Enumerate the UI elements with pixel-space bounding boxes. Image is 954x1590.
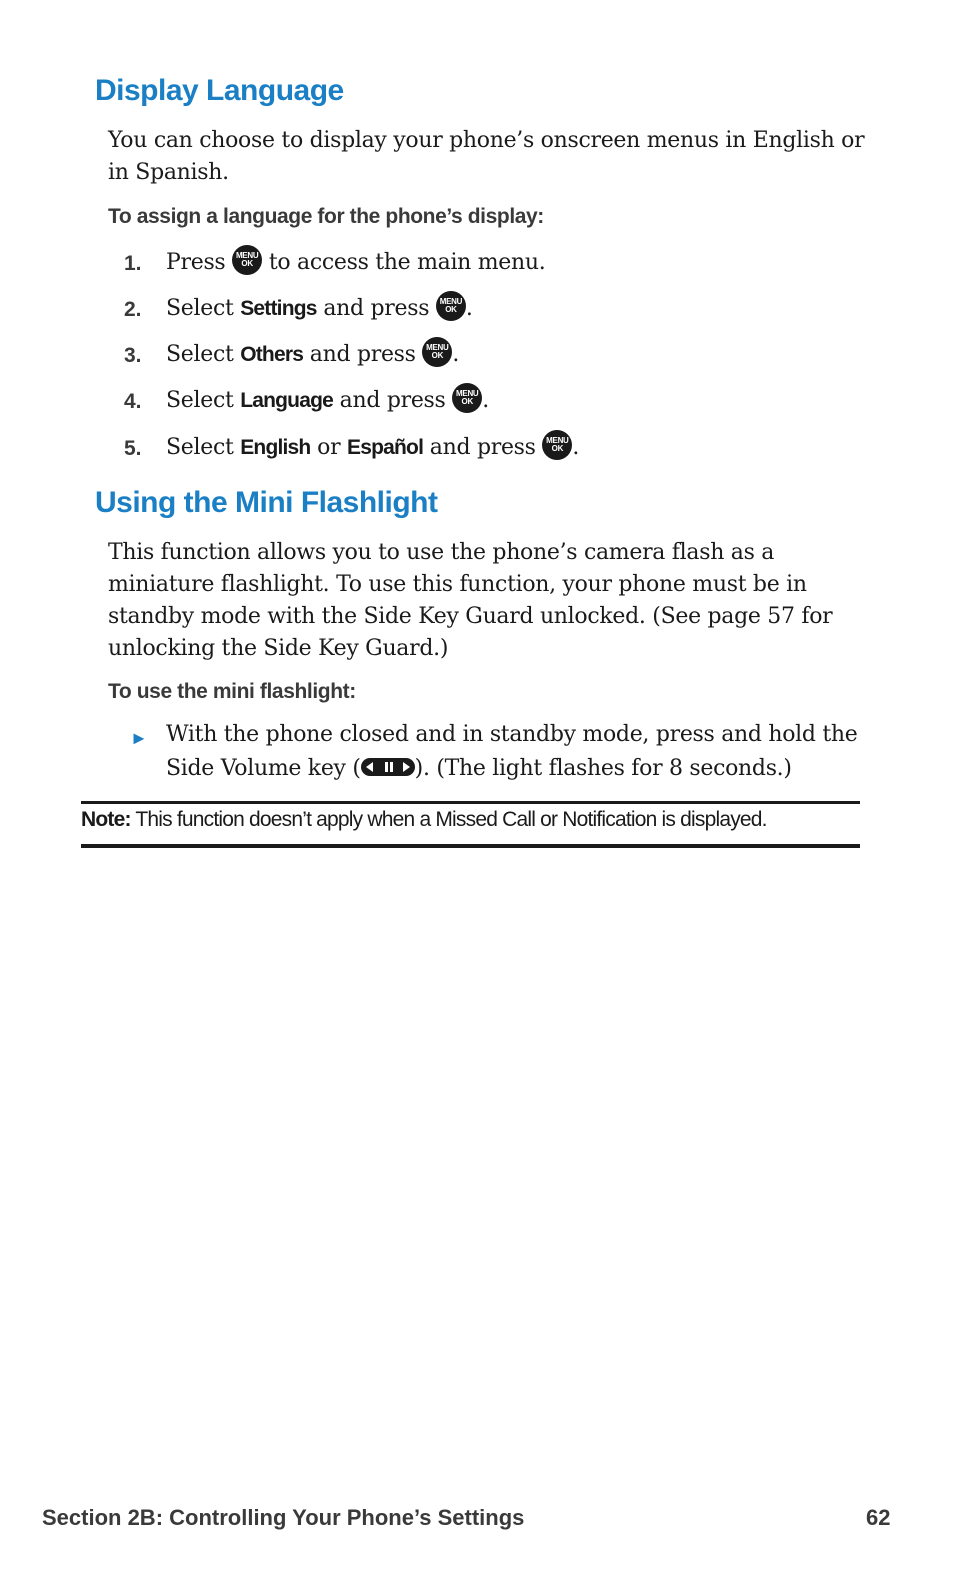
step-5: [0, 433, 954, 469]
menu-keyword-settings: Settings: [240, 297, 317, 320]
step-text: Select: [166, 342, 241, 367]
bullet-line-2-end: ). (The light flashes for 8 seconds.): [414, 756, 792, 781]
bullet-arrow-icon: ►: [130, 728, 148, 748]
step-text: Press: [166, 250, 233, 275]
step-2: [0, 294, 954, 330]
step-text: Select: [166, 296, 241, 321]
note: [81, 808, 860, 832]
section-heading-mini-flashlight: Using the Mini Flashlight: [95, 486, 438, 519]
step-number: 5.: [124, 437, 142, 460]
flashlight-subheading: To use the mini flashlight:: [108, 680, 356, 703]
menu-keyword-espanol: Español: [347, 436, 424, 459]
side-volume-key-icon: [361, 758, 415, 776]
menu-keyword-others: Others: [240, 343, 304, 366]
bullet-line-1: With the phone closed and in standby mode, press and hold the: [166, 722, 858, 747]
section-heading-display-language: Display Language: [95, 74, 344, 107]
step-text: and press: [316, 296, 436, 321]
display-language-intro: You can choose to display your phone’s onscreen menus in English or in Spanish.: [108, 128, 865, 185]
page-number: 62: [866, 1505, 891, 1530]
step-text: and press: [303, 342, 423, 367]
menu-ok-key-icon: MENU OK: [232, 245, 262, 275]
step-text: Select: [166, 388, 241, 413]
menu-keyword-english: English: [240, 436, 311, 459]
note-label: Note:: [81, 808, 131, 831]
flashlight-bullet: [0, 722, 954, 792]
note-top-rule: [81, 801, 860, 804]
step-text: .: [572, 435, 580, 460]
footer-section-title: Section 2B: Controlling Your Phone’s Settings: [42, 1505, 525, 1530]
note-bottom-rule: [81, 844, 860, 848]
step-3: [0, 340, 954, 376]
menu-keyword-language: Language: [240, 389, 333, 412]
step-text: Select: [166, 435, 241, 460]
menu-ok-key-icon: MENU OK: [422, 337, 452, 367]
step-number: 1.: [124, 252, 142, 275]
menu-ok-key-icon: MENU OK: [542, 430, 572, 460]
bullet-line-2-start: Side Volume key (: [166, 756, 361, 781]
step-1: [0, 248, 954, 284]
flashlight-intro: This function allows you to use the phone’s camera flash as a miniature flashlight. To use this function, your phone must be in standby mode with the Side Key Guard unlocked. (See page 57 for unlocking the Side Key Guard.): [108, 540, 833, 661]
step-text: or: [310, 435, 348, 460]
menu-ok-key-icon: MENU OK: [436, 291, 466, 321]
step-text: .: [465, 296, 473, 321]
step-text: .: [482, 388, 489, 413]
step-number: 4.: [124, 390, 142, 413]
step-number: 2.: [124, 298, 142, 321]
step-4: [0, 386, 954, 422]
step-text: .: [452, 342, 460, 367]
note-text: This function doesn’t apply when a Missed Call or Notification is displayed.: [130, 808, 767, 831]
step-text: to access the main menu.: [262, 250, 546, 275]
step-number: 3.: [124, 344, 142, 367]
menu-ok-key-icon: MENU OK: [452, 383, 482, 413]
step-text: and press: [332, 388, 453, 413]
display-language-subheading: To assign a language for the phone’s display:: [108, 205, 544, 228]
step-text: and press: [423, 435, 543, 460]
